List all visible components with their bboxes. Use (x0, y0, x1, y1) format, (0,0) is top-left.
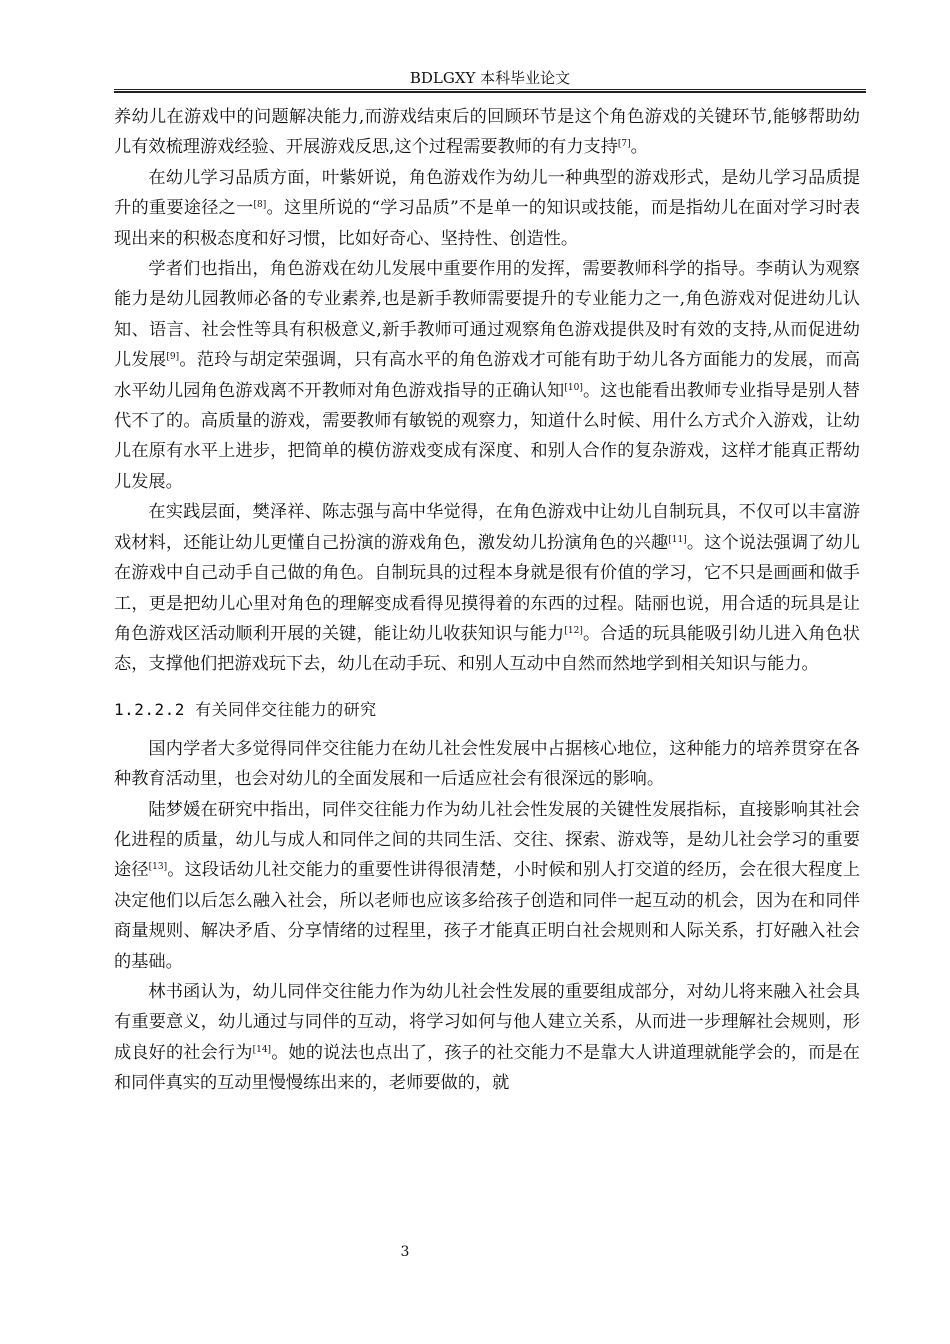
citation: [12] (564, 625, 583, 636)
citation: [7] (617, 139, 631, 150)
section-heading: 1.2.2.2 有关同伴交往能力的研究 (114, 699, 377, 719)
paragraph: 国内学者大多觉得同伴交往能力在幼儿社会性发展中占据核心地位，这种能力的培养贯穿在各种教育活动里，也会对幼儿的全面发展和一后适应社会有很深远的影响。 (114, 738, 860, 790)
paragraph: 在幼儿学习品质方面，叶紫妍说，角色游戏作为幼儿一种典型的游戏形式，是幼儿学习品质提升的重要途径之一[8]。这里所说的“学习品质”不是单一的知识或技能，而是指幼儿在面对学习时表现出来的积极态度和好习惯，比如好奇心、坚持性、创造性。 (114, 167, 860, 249)
paragraph: 学者们也指出，角色游戏在幼儿发展中重要作用的发挥，需要教师科学的指导。李萌认为观察能力是幼儿园教师必备的专业素养,也是新手教师需要提升的专业能力之一,角色游戏对促进幼儿认知、语言、社会性等具有积极意义,新手教师可通过观察角色游戏提供及时有效的支持,从而促进幼儿发展[9]。范玲与胡定荣强调，只有高水平的角色游戏才可能有助于幼儿各方面能力的发展，而高水平幼儿园角色游戏离不开教师对角色游戏指导的正确认知[10]。这也能看出教师专业指导是别人替代不了的。高质量的游戏，需要教师有敏锐的观察力，知道什么时候、用什么方式介入游戏，让幼儿在原有水平上进步，把简单的模仿游戏变成有深度、和别人合作的复杂游戏，这样才能真正帮幼儿发展。 (114, 259, 860, 492)
citation: [10] (564, 382, 583, 393)
citation: [8] (253, 200, 267, 211)
citation: [14] (252, 1044, 272, 1055)
citation: [11] (668, 534, 687, 545)
citation: [13] (148, 862, 168, 873)
paragraph: 在实践层面，樊泽祥、陈志强与高中华觉得，在角色游戏中让幼儿自制玩具，不仅可以丰富游戏材料，还能让幼儿更懂自己扮演的游戏角色，激发幼儿扮演角色的兴趣[11]。这个说法强调了幼儿在游戏中自己动手自己做的角色。自制玩具的过程本身就是很有价值的学习，它不只是画画和做手工，更是把幼儿心里对角色的理解变成看得见摸得着的东西的过程。陆丽也说，用合适的玩具是让角色游戏区活动顺利开展的关键，能让幼儿收获知识与能力[12]。合适的玩具能吸引幼儿进入角色状态，支撑他们把游戏玩下去，幼儿在动手玩、和别人互动中自然而然地学到相关知识与能力。 (114, 502, 860, 675)
body-text (114, 102, 860, 1099)
citation: [9] (166, 352, 180, 363)
paragraph: 陆梦媛在研究中指出，同伴交往能力作为幼儿社会性发展的关键性发展指标，直接影响其社会化进程的质量，幼儿与成人和同伴之间的共同生活、交往、探索、游戏等，是幼儿社会学习的重要途径[13]。这段话幼儿社交能力的重要性讲得很清楚，小时候和别人打交道的经历，会在很大程度上决定他们以后怎么融入社会，所以老师也应该多给孩子创造和同伴一起互动的机会，因为在和同伴商量规则、解决矛盾、分享情绪的过程里，孩子才能真正明白社会规则和人际关系，打好融入社会的基础。 (114, 799, 860, 972)
page-number: 3 (400, 1244, 410, 1260)
page-header (114, 68, 866, 90)
paragraph: 养幼儿在游戏中的问题解决能力,而游戏结束后的回顾环节是这个角色游戏的关键环节,能够帮助幼儿有效梳理游戏经验、开展游戏反思,这个过程需要教师的有力支持[7]。 (114, 107, 860, 158)
header-title: BDLGXY 本科毕业论文 (409, 69, 571, 87)
paragraph: 林书函认为，幼儿同伴交往能力作为幼儿社会性发展的重要组成部分，对幼儿将来融入社会具有重要意义，幼儿通过与同伴的互动，将学习如何与他人建立关系，从而进一步理解社会规则，形成良好的社会行为[14]。她的说法也点出了，孩子的社交能力不是靠大人讲道理就能学会的，而是在和同伴真实的互动里慢慢练出来的，老师要做的，就 (114, 981, 860, 1094)
